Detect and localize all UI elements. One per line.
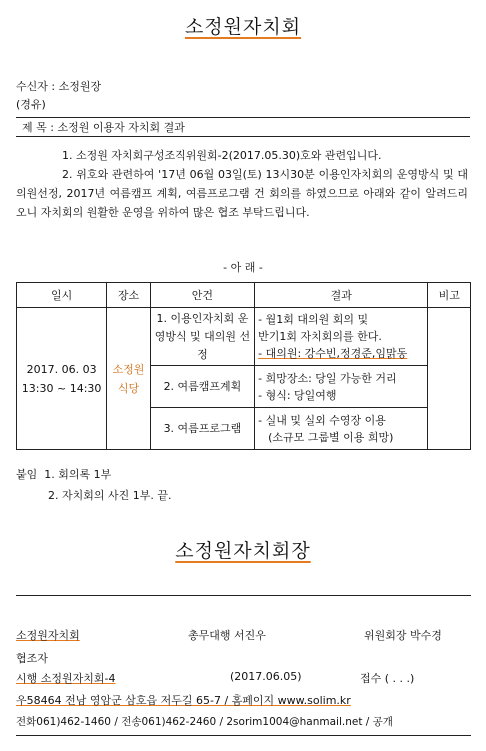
- agenda-cell: 2. 여름캠프계획: [150, 366, 254, 408]
- attachment-label: 붙임: [16, 468, 38, 481]
- schedule-table: [16, 282, 471, 450]
- result-cell: [255, 308, 428, 366]
- result-cell: [255, 366, 428, 408]
- enforce-date: (2017.06.05): [230, 670, 302, 683]
- recipient: 수신자 : 소정원장: [16, 80, 102, 93]
- datetime-cell: [17, 308, 107, 450]
- cooperator: 협조자: [16, 652, 48, 665]
- result-line: - 월1회 대의원 회의 및: [258, 313, 369, 326]
- meeting-time: 13:30 ~ 14:30: [21, 381, 102, 395]
- document-title: 소정원자치회: [184, 16, 302, 38]
- header-result: 결과: [255, 283, 428, 308]
- result-cell: [255, 408, 428, 450]
- result-line: - 실내 및 실외 수영장 이용: [258, 413, 386, 427]
- meeting-date: 2017. 06. 03: [26, 362, 97, 376]
- agenda-cell: 3. 여름프로그램: [150, 408, 254, 450]
- note-cell: [428, 308, 471, 450]
- via: (경유): [16, 98, 46, 111]
- header-note: 비고: [428, 283, 471, 308]
- receipt: 접수 ( . . .): [360, 672, 415, 685]
- below-heading: - 아 래 -: [223, 261, 263, 274]
- header-place: 장소: [107, 283, 151, 308]
- header-datetime: 일시: [17, 283, 107, 308]
- subject-line: 제 목 : 소정원 이용자 자치회 결과: [16, 117, 470, 137]
- signatory-secretary: 총무대행 서진우: [188, 629, 266, 642]
- divider: [16, 735, 471, 736]
- attachment-item: 1. 회의록 1부: [44, 468, 112, 481]
- table-header-row: [17, 283, 471, 308]
- enforce-number: 시행 소정원자치회-4: [16, 672, 116, 685]
- result-line: 반기1회 자치회의를 한다.: [258, 330, 382, 343]
- agenda-cell: 1. 이용인자치회 운영방식 및 대의원 선정: [150, 308, 254, 366]
- divider: [16, 595, 471, 596]
- paragraph-2: 2. 위호와 관련하여 '17년 06월 03일(토) 13시30분 이용인자치회의 운영방식 및 대의원선정, 2017년 여름캠프 계획, 여름프로그램 건 회의를 하였으므로 아래와 같이 알려드리오니 자치회의 원활한 운영을 위하여 많은 협조 부탁드립니다.: [16, 168, 468, 219]
- paragraph-1: 1. 소정원 자치회구성조직위원회-2(2017.05.30)호와 관련입니다.: [62, 149, 382, 162]
- result-line: - 형식: 당일여행: [258, 388, 337, 402]
- result-line: - 희망장소: 당일 가능한 거리: [258, 371, 397, 385]
- place-cell: 소정원 식당: [107, 308, 151, 450]
- address-line: 우58464 전남 영암군 삼호읍 저두길 65-7 / 홈페이지 www.solim.kr: [16, 694, 351, 707]
- result-line: (소규모 그룹별 이용 희망): [268, 430, 394, 444]
- attachment-item: 2. 자치회의 사진 1부. 끝.: [48, 489, 172, 502]
- signatory-org: 소정원자치회: [16, 629, 80, 642]
- table-row: [17, 308, 471, 366]
- signatory-chair: 위원회장 박수경: [364, 629, 442, 642]
- result-line: - 대의원: 강수빈,정경준,임맑동: [258, 347, 408, 360]
- contact-line: 전화061)462-1460 / 전송061)462-2460 / 2sorim1004@hanmail.net / 공개: [16, 716, 393, 728]
- attachment-line-1: [16, 466, 111, 482]
- footer-title: 소정원자치회장: [175, 540, 311, 562]
- header-agenda: 안건: [150, 283, 254, 308]
